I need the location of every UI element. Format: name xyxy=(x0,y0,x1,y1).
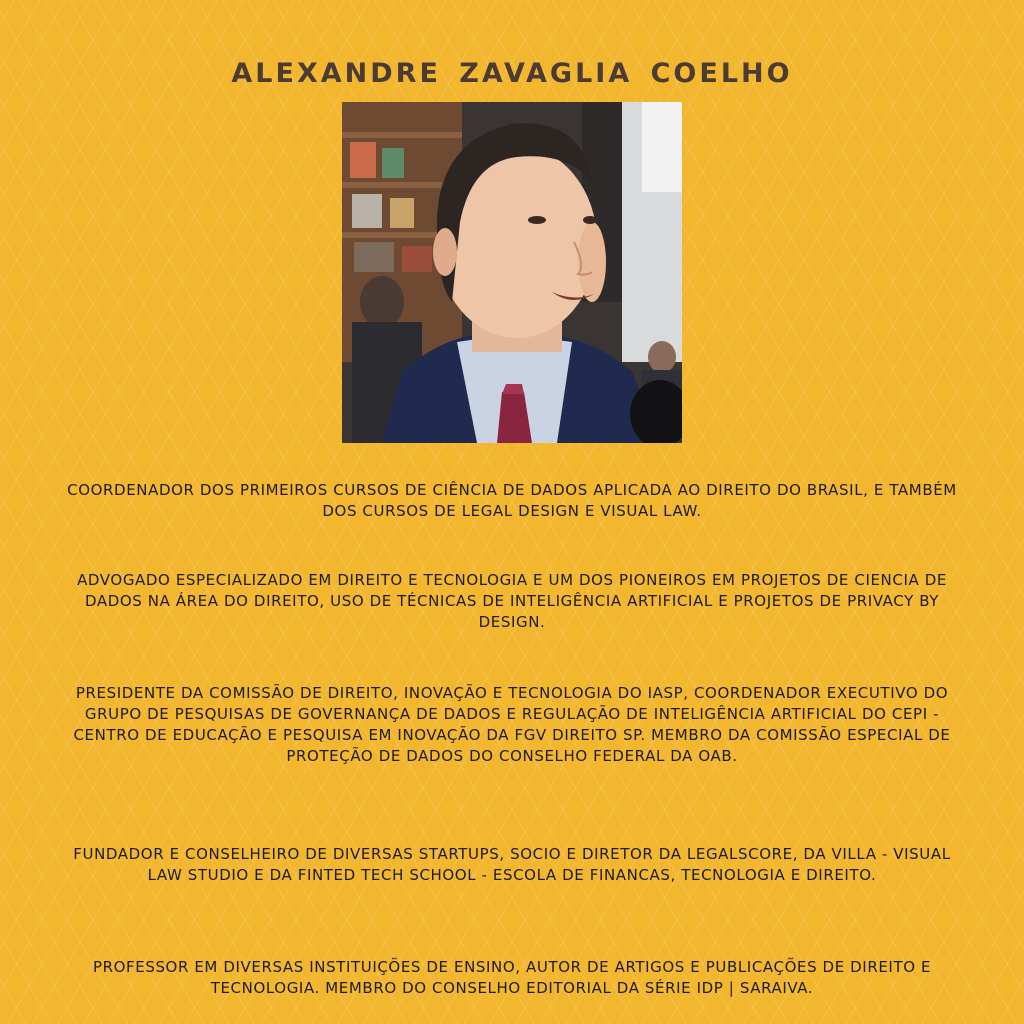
bio-paragraph-coordinator: COORDENADOR DOS PRIMEIROS CURSOS DE CIÊNCIA DE DADOS APLICADA AO DIREITO DO BRASIL, E TAMBÉM DOS CURSOS DE LEGAL DESIGN E VISUAL LAW. xyxy=(67,481,957,520)
page-title: ALEXANDRE ZAVAGLIA COELHO xyxy=(231,58,793,90)
bio-paragraph-professor: PROFESSOR EM DIVERSAS INSTITUIÇÕES DE ENSINO, AUTOR DE ARTIGOS E PUBLICAÇÕES DE DIREITO E TECNOLOGIA. MEMBRO DO CONSELHO EDITORIAL DA SÉRIE IDP | SARAIVA. xyxy=(92,958,932,997)
portrait-photo-icon xyxy=(342,102,682,443)
bio-paragraph-lawyer: ADVOGADO ESPECIALIZADO EM DIREITO E TECNOLOGIA E UM DOS PIONEIROS EM PROJETOS DE CIENCIA DE DADOS NA ÁREA DO DIREITO, USO DE TÉCNICAS DE INTELIGÊNCIA ARTIFICIAL E PROJETOS DE PRIVACY BY DESIGN. xyxy=(77,571,947,631)
portrait-photo xyxy=(342,102,682,443)
bio-paragraph-president: PRESIDENTE DA COMISSÃO DE DIREITO, INOVAÇÃO E TECNOLOGIA DO IASP, COORDENADOR EXECUTIVO DO GRUPO DE PESQUISAS DE GOVERNANÇA DE DADOS E REGULAÇÃO DE INTELIGÊNCIA ARTIFICIAL DO CEPI - CENTRO DE EDUCAÇÃO E PESQUISA EM INOVAÇÃO DA FGV DIREITO SP. MEMBRO DA COMISSÃO ESPECIAL DE PROTEÇÃO DE DADOS DO CONSELHO FEDERAL DA OAB. xyxy=(73,684,951,765)
bio-paragraph-founder: FUNDADOR E CONSELHEIRO DE DIVERSAS STARTUPS, SOCIO E DIRETOR DA LEGALSCORE, DA VILLA - VISUAL LAW STUDIO E DA FINTED TECH SCHOOL - ESCOLA DE FINANCAS, TECNOLOGIA E DIREITO. xyxy=(73,845,951,884)
